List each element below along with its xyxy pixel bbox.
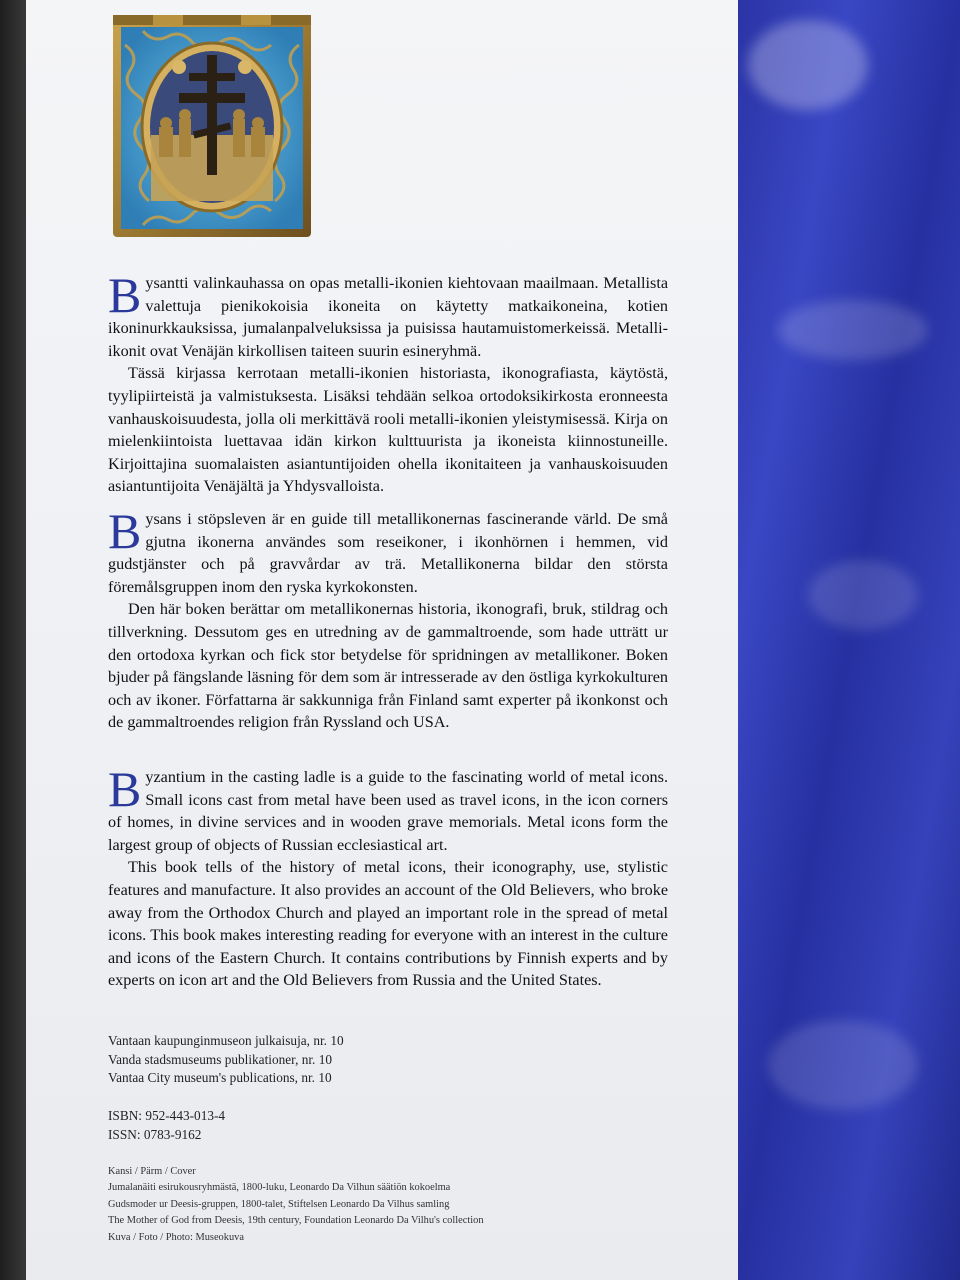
publication-series	[108, 1032, 344, 1088]
series-line-swedish: Vanda stadsmuseums publikationer, nr. 10	[108, 1051, 333, 1067]
drop-cap: B	[108, 267, 142, 323]
english-description	[108, 761, 668, 992]
metal-icon-image	[113, 15, 311, 237]
english-paragraph-2: This book tells of the history of metal icons, their iconography, use, stylistic features and manufacture. It also provides an account of the Old Believers, who broke away from the Orthodox Church and played an important role in the spread of metal icons. This book makes interesting reading for everyone with an interest in the culture and icons of the Eastern Church. It contains contributions by Finnish experts and by experts on icon art and the Old Believers from Russia and the United States.	[108, 858, 668, 990]
swedish-description	[108, 503, 668, 734]
credits-line-finnish: Jumalanäiti esirukousryhmästä, 1800-luku, Leonardo Da Vilhun säätiön kokoelma	[108, 1182, 451, 1194]
credits-heading: Kansi / Pärm / Cover	[108, 1166, 196, 1177]
series-line-english: Vantaa City museum's publications, nr. 10	[108, 1070, 332, 1085]
credits-line-english: The Mother of God from Deesis, 19th century, Foundation Leonardo Da Vilhu's collection	[108, 1215, 484, 1227]
swedish-paragraph-2: Den här boken berättar om metallikonernas historia, ikonografi, bruk, stildrag och tillverkning. Dessutom ges en utredning av de gammaltroende, som hade utträtt ur den ortodoxa kyrkan och fick stor betydelse för spridningen av metallikoner. Boken bjuder på fängslande läsning för dem som är intresserade av den östliga kyrkokulturen och av ikoner. Författarna är sakkunniga från Finland samt experter på ikonkonst och de gammaltroendes religion från Ryssland och USA.	[108, 600, 668, 732]
series-line-finnish: Vantaan kaupunginmuseon julkaisuja, nr. 10	[108, 1033, 344, 1048]
finnish-paragraph-2: Tässä kirjassa kerrotaan metalli-ikonien historiasta, ikonografiasta, käytöstä, tyylipiirteistä ja valmistuksesta. Lisäksi tehdään selkoa ortodoksikirkosta eronneesta vanhauskoisuudesta, jolla oli merkittävä rooli metalli-ikonien yleistymisessä. Kirja on mielenkiintoista luettavaa idän kirkon kulttuurista ja ikoneista kiinnostuneille. Kirjoittajina suomalaisten asiantuntijoiden ohella ikonitaiteen ja vanhauskoisuuden asiantuntijoita Venäjältä ja Yhdysvalloista.	[108, 364, 668, 496]
credits-line-swedish: Gudsmoder ur Deesis-gruppen, 1800-talet, Stiftelsen Leonardo Da Vilhus samling	[108, 1198, 450, 1210]
english-paragraph-1: yzantium in the casting ladle is a guide to the fascinating world of metal icons. Small icons cast from metal have been used as travel icons, in the icon corners of homes, in divine services and in wooden grave memorials. Metal icons form the largest group of objects of Russian ecclesiastical art.	[108, 768, 668, 854]
cover-credits	[108, 1164, 484, 1246]
finnish-description	[108, 267, 668, 498]
swedish-paragraph-1: ysans i stöpsleven är en guide till metallikonernas fascinerande värld. De små gjutna ikonerna användes som reseikoner, i ikonhörnen i hemmen, vid gudstjänster och på gravvårdar av trä. Metallikonerna bildar den största föremålsgruppen inom den ryska kyrkokonsten.	[108, 510, 668, 596]
isbn: ISBN: 952-443-013-4	[108, 1108, 226, 1123]
book-identifiers	[108, 1107, 225, 1144]
finnish-paragraph-1: ysantti valinkauhassa on opas metalli-ikonien kiehtovaan maailmaan. Metallista valettuja pienikokoisia ikoneita on käytetty matkaikoneina, kotien ikoninurkkauksissa, jumalanpalveluksissa ja puisissa hautamuistomerkeissä. Metalli-ikonit ovat Venäjän kirkollisen taiteen suurin esineryhmä.	[108, 274, 668, 360]
book-spine	[738, 0, 960, 1280]
photo-credit: Kuva / Foto / Photo: Museokuva	[108, 1231, 244, 1243]
drop-cap: B	[108, 503, 142, 559]
background-edge	[0, 0, 26, 1280]
issn: ISSN: 0783-9162	[108, 1126, 202, 1142]
drop-cap: B	[108, 761, 142, 817]
